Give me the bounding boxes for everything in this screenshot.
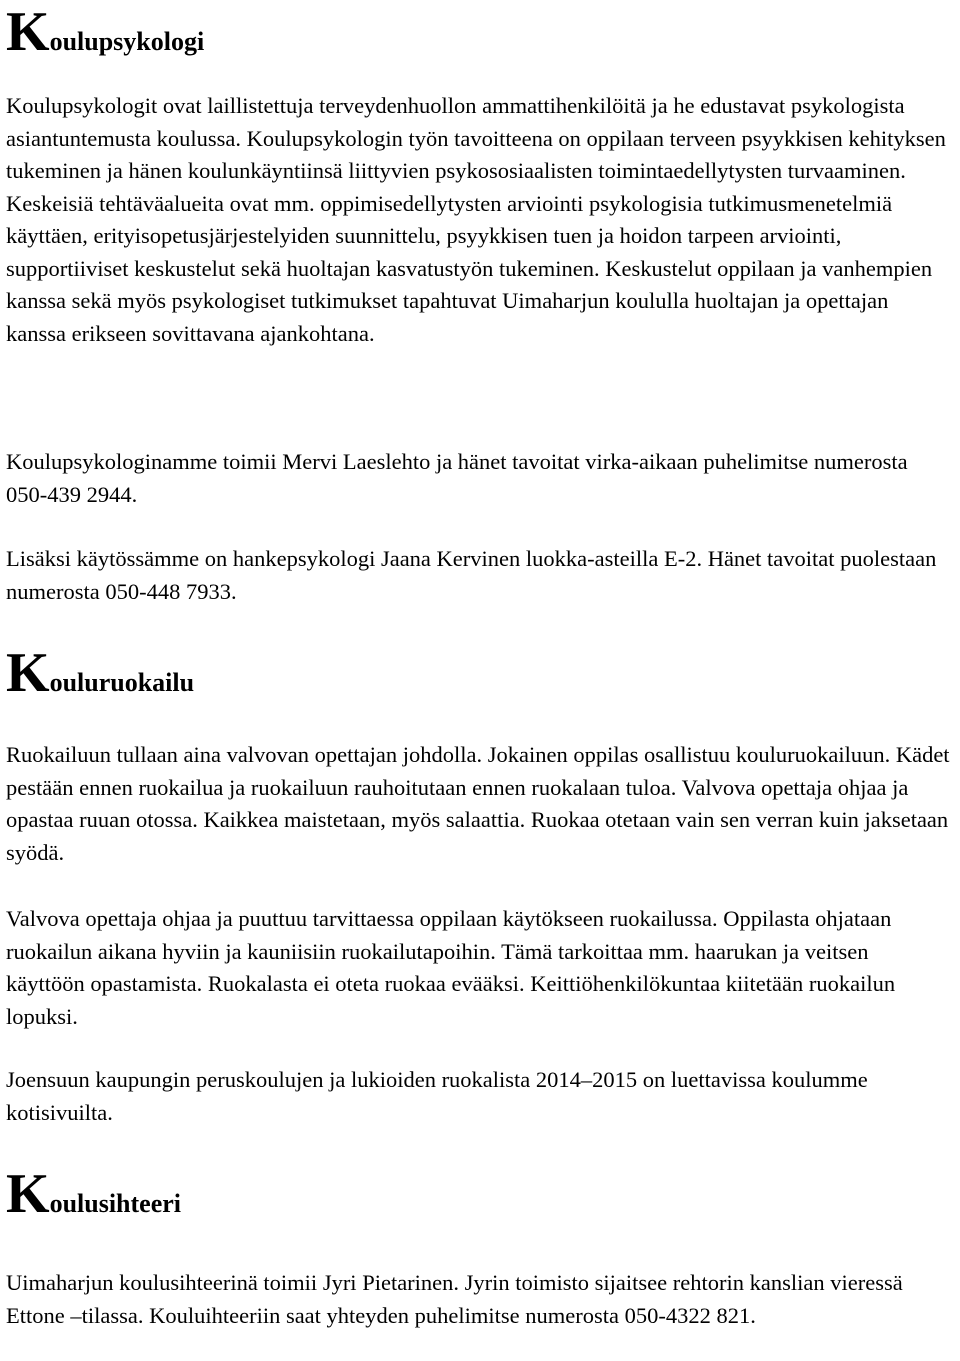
heading-rest: oulupsykologi <box>49 27 205 56</box>
paragraph: Uimaharjun koulusihteerinä toimii Jyri Pietarinen. Jyrin toimisto sijaitsee rehtorin kanslian vieressä Ettone –tilassa. Kouluihteeriin saat yhteyden puhelimitse numerosta 050-4322 821. <box>6 1270 903 1328</box>
heading-rest: oulusihteeri <box>49 1189 182 1218</box>
paragraph: Valvova opettaja ohjaa ja puuttuu tarvittaessa oppilaan käytökseen ruokailussa. Oppilasta ohjataan ruokailun aikana hyviin ja kauniisiin ruokailutapoihin. Tämä tarkoittaa mm. haarukan ja veitsen käyttöön opastamista. Ruokalasta ei oteta ruokaa evääksi. Keittiöhenkilökuntaa kiitetään ruokailun lopuksi. <box>6 906 896 1029</box>
section-heading-koulupsykologi <box>6 1 205 63</box>
paragraph: Joensuun kaupungin peruskoulujen ja lukioiden ruokalista 2014–2015 on luettavissa koulumme kotisivuilta. <box>6 1067 868 1125</box>
paragraph: Lisäksi käytössämme on hankepsykologi Jaana Kervinen luokka-asteilla E-2. Hänet tavoitat puolestaan numerosta 050-448 7933. <box>6 546 937 604</box>
heading-rest: ouluruokailu <box>49 668 195 697</box>
paragraph: Ruokailuun tullaan aina valvovan opettajan johdolla. Jokainen oppilas osallistuu kouluruokailuun. Kädet pestään ennen ruokailua ja ruokailuun rauhoitutaan ennen ruokalaan tuloa. Valvova opettaja ohjaa ja opastaa ruuan otossa. Kaikkea maistetaan, myös salaattia. Ruokaa otetaan vain sen verran kuin jaksetaan syödä. <box>6 742 950 865</box>
heading-initial: K <box>6 1 50 63</box>
section-heading-kouluruokailu <box>6 642 195 704</box>
section-heading-koulusihteeri <box>6 1163 182 1225</box>
heading-initial: K <box>6 1163 50 1225</box>
heading-initial: K <box>6 642 50 704</box>
paragraph: Koulupsykologinamme toimii Mervi Laeslehto ja hänet tavoitat virka-aikaan puhelimitse numerosta 050-439 2944. <box>6 449 908 507</box>
paragraph: Koulupsykologit ovat laillistettuja terveydenhuollon ammattihenkilöitä ja he edustavat psykologista asiantuntemusta koulussa. Koulupsykologin työn tavoitteena on oppilaan terveen psyykkisen kehityksen tukeminen ja hänen koulunkäyntiinsä liittyvien psykososiaalisten toimintaedellytysten turvaaminen. Keskeisiä tehtäväalueita ovat mm. oppimisedellytysten arviointi psykologisia tutkimusmenetelmiä käyttäen, erityisopetusjärjestelyiden suunnittelu, psyykkisen tuen ja hoidon tarpeen arviointi, supportiiviset keskustelut sekä huoltajan kasvatustyön tukeminen. Keskustelut oppilaan ja vanhempien kanssa sekä myös psykologiset tutkimukset tapahtuvat Uimaharjun koululla huoltajan ja opettajan kanssa erikseen sovittavana ajankohtana. <box>6 93 946 346</box>
